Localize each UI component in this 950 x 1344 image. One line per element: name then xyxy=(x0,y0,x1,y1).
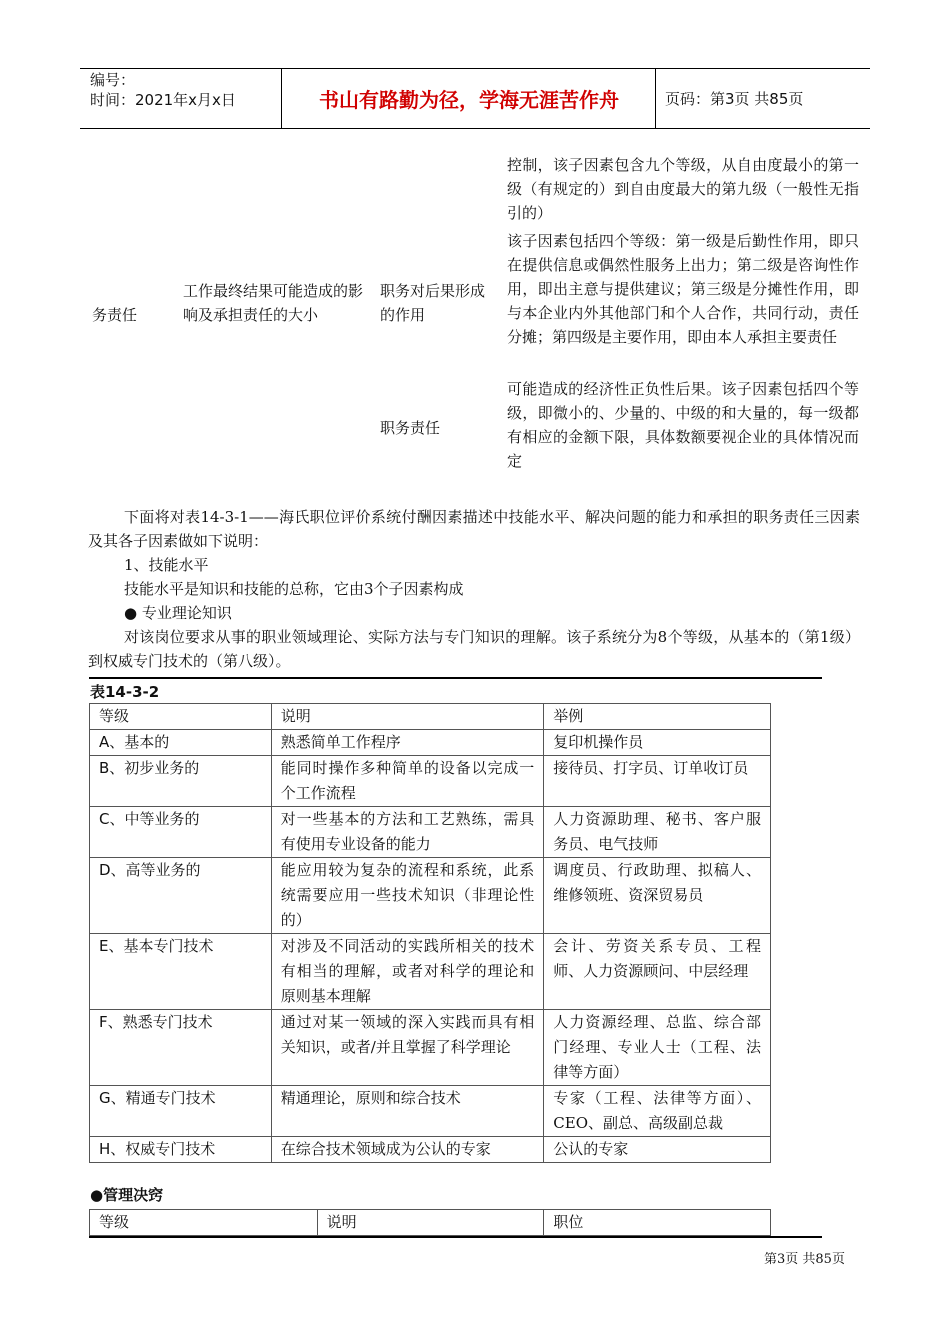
header-page-info: 页码：第3页 共85页 xyxy=(665,90,804,108)
row-level: D、高等业务的 xyxy=(90,858,272,934)
row-example: 人力资源助理、秘书、客户服务员、电气技师 xyxy=(544,807,771,858)
duty-sub2-name: 职务责任 xyxy=(380,419,441,437)
row-level: B、初步业务的 xyxy=(90,756,272,807)
header-level: 等级 xyxy=(90,704,272,730)
row-desc: 精通理论，原则和综合技术 xyxy=(271,1086,544,1137)
row-example: 复印机操作员 xyxy=(544,730,771,756)
row-desc: 通过对某一领域的深入实践而具有相关知识，或者/并且掌握了科学理论 xyxy=(271,1010,544,1086)
duty-col2: 工作最终结果可能造成的影响及承担责任的大小 xyxy=(183,282,364,324)
bullet-theory-knowledge: ● 专业理论知识 xyxy=(124,604,232,622)
duty-col1: 务责任 xyxy=(92,306,138,324)
theory-knowledge-desc: 对该岗位要求从事的职业领域理论、实际方法与专门知识的理解。该子系统分为8个等级，从基本的（第1级）到权威专门技术的（第八级）。 xyxy=(88,628,860,670)
header-divider-2 xyxy=(655,68,656,129)
header-motto: 书山有路勤为径，学海无涯苦作舟 xyxy=(319,88,619,112)
row-level: F、熟悉专门技术 xyxy=(90,1010,272,1086)
header-divider-1 xyxy=(281,68,282,129)
bottom-rule xyxy=(89,1236,822,1238)
header-example: 举例 xyxy=(544,704,771,730)
table-title: 表14-3-2 xyxy=(90,683,160,701)
table-row xyxy=(90,730,771,756)
table-row xyxy=(90,934,771,1010)
table-row xyxy=(90,756,771,807)
intro-paragraph: 下面将对表14-3-1——海氏职位评价系统付酬因素描述中技能水平、解决问题的能力和承担的职务责任三因素及其各子因素做如下说明： xyxy=(88,508,860,550)
table-row xyxy=(90,1010,771,1086)
row-level: E、基本专门技术 xyxy=(90,934,272,1010)
row-level: G、精通专门技术 xyxy=(90,1086,272,1137)
skill-level-table xyxy=(89,703,771,1163)
row-desc: 熟悉简单工作程序 xyxy=(271,730,544,756)
row-example: 人力资源经理、总监、综合部门经理、专业人士（工程、法律等方面） xyxy=(544,1010,771,1086)
table-top-rule xyxy=(89,677,822,679)
row-desc: 在综合技术领域成为公认的专家 xyxy=(271,1137,544,1163)
row-desc: 能同时操作多种简单的设备以完成一个工作流程 xyxy=(271,756,544,807)
header-meta xyxy=(90,70,280,110)
section-skill-desc: 技能水平是知识和技能的总称，它由3个子因素构成 xyxy=(124,580,464,598)
row-level: A、基本的 xyxy=(90,730,272,756)
header-desc: 说明 xyxy=(271,704,544,730)
row-example: 公认的专家 xyxy=(544,1137,771,1163)
footer-page-number: 第3页 共85页 xyxy=(764,1252,845,1267)
table-row xyxy=(90,807,771,858)
duty-sub1-desc: 该子因素包括四个等级：第一级是后勤性作用，即只在提供信息或偶然性服务上出力；第二级是咨询性作用，即出主意与提供建议；第三级是分摊性作用，即与本企业内外其他部门和个人合作，共同行动，责任分摊；第四级是主要作用，即由本人承担主要责任 xyxy=(507,232,859,346)
header-top-rule xyxy=(80,68,870,69)
header-time-label: 时间：2021年x月x日 xyxy=(90,91,236,109)
table-header-row xyxy=(90,704,771,730)
mgmt-header-level: 等级 xyxy=(90,1210,318,1236)
mgmt-header-desc: 说明 xyxy=(317,1210,544,1236)
row-example: 调度员、行政助理、拟稿人、维修领班、资深贸易员 xyxy=(544,858,771,934)
duty-desc-top: 控制，该子因素包含九个等级，从自由度最小的第一级（有规定的）到自由度最大的第九级（一般性无指引的） xyxy=(507,156,859,222)
section-heading-skill: 1、技能水平 xyxy=(124,556,209,574)
mgmt-header-position: 职位 xyxy=(544,1210,771,1236)
row-desc: 对一些基本的方法和工艺熟练，需具有使用专业设备的能力 xyxy=(271,807,544,858)
management-title: ●管理决窍 xyxy=(90,1186,164,1204)
table-row xyxy=(90,1137,771,1163)
header-number-label: 编号： xyxy=(90,71,136,89)
table-row xyxy=(90,858,771,934)
header-bottom-rule xyxy=(80,128,870,129)
row-level: C、中等业务的 xyxy=(90,807,272,858)
duty-sub2-desc: 可能造成的经济性正负性后果。该子因素包括四个等级，即微小的、少量的、中级的和大量的，每一级都有相应的金额下限，具体数额要视企业的具体情况而定 xyxy=(507,380,859,470)
row-example: 接待员、打字员、订单收订员 xyxy=(544,756,771,807)
row-example: 专家（工程、法律等方面）、CEO、副总、高级副总裁 xyxy=(544,1086,771,1137)
duty-sub1-name: 职务对后果形成的作用 xyxy=(380,282,486,324)
table-row xyxy=(90,1086,771,1137)
management-header-row xyxy=(90,1210,771,1236)
row-desc: 能应用较为复杂的流程和系统，此系统需要应用一些技术知识（非理论性的） xyxy=(271,858,544,934)
row-example: 会计、劳资关系专员、工程师、人力资源顾问、中层经理 xyxy=(544,934,771,1010)
row-level: H、权威专门技术 xyxy=(90,1137,272,1163)
management-table xyxy=(89,1209,771,1236)
row-desc: 对涉及不同活动的实践所相关的技术有相当的理解，或者对科学的理论和原则基本理解 xyxy=(271,934,544,1010)
